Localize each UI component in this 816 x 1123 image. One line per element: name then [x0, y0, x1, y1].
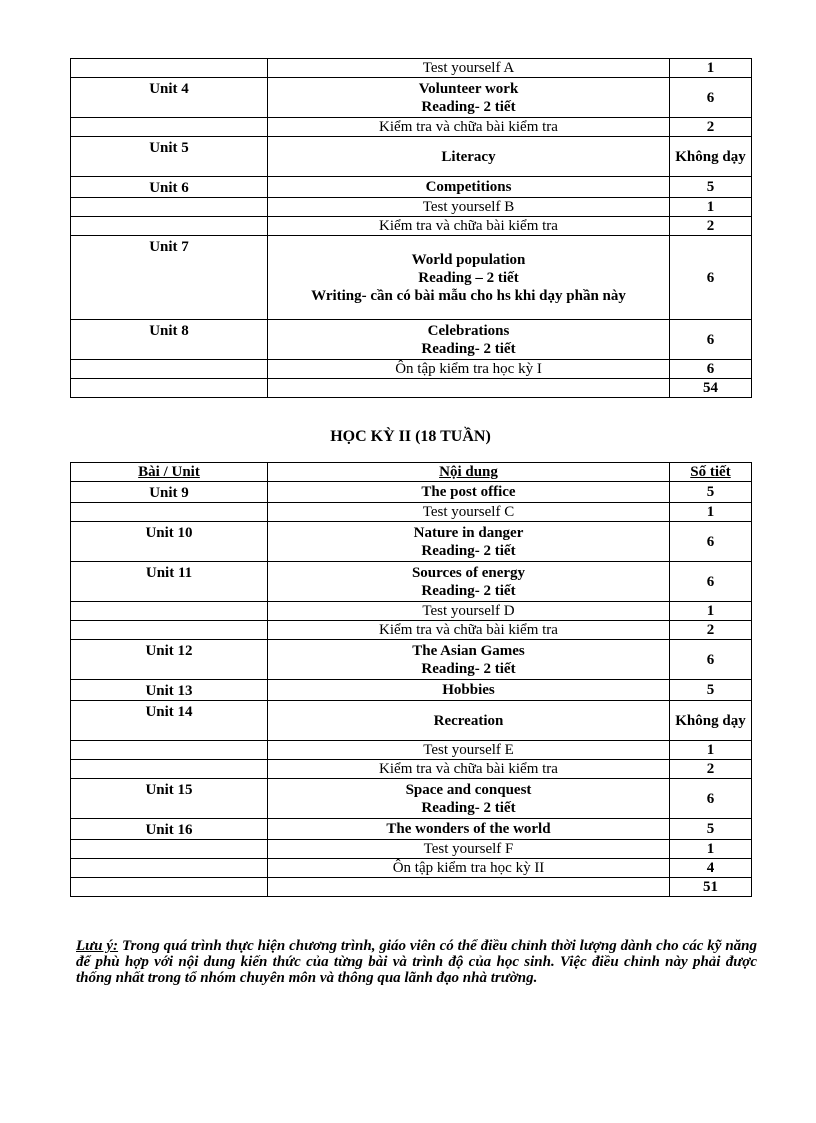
- unit-cell: [71, 379, 268, 398]
- content-line: The post office: [421, 484, 516, 500]
- content-cell: [268, 878, 670, 897]
- content-cell: [268, 859, 670, 878]
- content-cell: [268, 562, 670, 602]
- unit-cell: [71, 741, 268, 760]
- content-cell: [268, 482, 670, 503]
- content-line: Reading- 2 tiết: [421, 542, 516, 559]
- table-row: [71, 741, 752, 760]
- table-row: [71, 621, 752, 640]
- periods-cell: 6: [670, 360, 752, 379]
- content-cell: [268, 680, 670, 701]
- semester-2-heading: HỌC KỲ II (18 TUẦN): [330, 428, 491, 445]
- content-cell: [268, 137, 670, 177]
- content-line: Celebrations: [427, 322, 510, 339]
- unit-cell: [71, 840, 268, 859]
- content-cell: [268, 360, 670, 379]
- periods-cell: 54: [670, 379, 752, 398]
- content-line: The wonders of the world: [386, 821, 551, 837]
- table-row: [71, 562, 752, 602]
- unit-cell: Unit 4: [71, 78, 268, 118]
- periods-cell: 1: [670, 503, 752, 522]
- content-line: Recreation: [433, 712, 504, 729]
- periods-cell: 6: [670, 522, 752, 562]
- unit-cell: Unit 13: [71, 680, 268, 701]
- semester-1-table: [70, 58, 752, 398]
- periods-cell: 6: [670, 640, 752, 680]
- unit-cell: Unit 10: [71, 522, 268, 562]
- periods-cell: 2: [670, 760, 752, 779]
- unit-cell: Unit 9: [71, 482, 268, 503]
- content-line: Writing- cần có bài mẫu cho hs khi dạy phần này: [311, 287, 626, 304]
- table-row: [71, 78, 752, 118]
- table-row: [71, 760, 752, 779]
- periods-cell: 6: [670, 779, 752, 819]
- periods-cell: 2: [670, 118, 752, 137]
- note-label: Lưu ý:: [76, 938, 119, 954]
- content-line: Reading- 2 tiết: [421, 582, 516, 599]
- header-periods: Số tiết: [670, 463, 752, 482]
- semester-2-table: [70, 462, 752, 897]
- content-line: Ôn tập kiểm tra học kỳ I: [395, 361, 542, 377]
- content-cell: [268, 177, 670, 198]
- content-line: Space and conquest: [405, 781, 532, 798]
- table-row: [71, 840, 752, 859]
- unit-cell: Unit 14: [71, 701, 268, 741]
- content-line: Test yourself D: [422, 603, 515, 619]
- unit-cell: [71, 602, 268, 621]
- unit-cell: Unit 16: [71, 819, 268, 840]
- unit-cell: [71, 360, 268, 379]
- table-row: [71, 118, 752, 137]
- table-row: [71, 859, 752, 878]
- unit-cell: Unit 11: [71, 562, 268, 602]
- unit-cell: [71, 878, 268, 897]
- content-line: Test yourself C: [422, 504, 515, 520]
- table-row: [71, 701, 752, 741]
- periods-cell: 1: [670, 840, 752, 859]
- content-cell: [268, 236, 670, 320]
- periods-cell: Không dạy: [670, 701, 752, 741]
- table-row: [71, 503, 752, 522]
- periods-cell: 51: [670, 878, 752, 897]
- table-row: [71, 640, 752, 680]
- table-row: [71, 482, 752, 503]
- unit-cell: [71, 859, 268, 878]
- unit-cell: [71, 59, 268, 78]
- content-cell: [268, 621, 670, 640]
- content-line: Test yourself F: [423, 841, 514, 857]
- table-row: [71, 59, 752, 78]
- content-line: Kiểm tra và chữa bài kiểm tra: [379, 761, 558, 777]
- content-line: The Asian Games: [412, 642, 525, 659]
- content-line: Kiểm tra và chữa bài kiểm tra: [379, 218, 558, 234]
- table-row: [71, 522, 752, 562]
- content-cell: [268, 602, 670, 621]
- table-row: [71, 198, 752, 217]
- note-paragraph: [76, 938, 757, 986]
- periods-cell: 5: [670, 819, 752, 840]
- content-cell: [268, 379, 670, 398]
- table-row: [71, 878, 752, 897]
- periods-cell: 6: [670, 320, 752, 360]
- periods-cell: 5: [670, 482, 752, 503]
- content-line: Reading- 2 tiết: [421, 660, 516, 677]
- content-cell: [268, 503, 670, 522]
- periods-cell: 5: [670, 680, 752, 701]
- periods-cell: 1: [670, 602, 752, 621]
- note-text: Trong quá trình thực hiện chương trình, giáo viên có thể điều chỉnh thời lượng dành cho các kỹ năng để phù hợp với nội dung kiến thức của từng bài và trình độ của học sinh. Việc điều chỉnh này phải được thống nhất trong tổ nhóm chuyên môn và thông qua lãnh đạo nhà trường.: [76, 938, 758, 986]
- unit-cell: Unit 15: [71, 779, 268, 819]
- content-line: Test yourself B: [422, 199, 515, 215]
- table-row: [71, 236, 752, 320]
- periods-cell: 5: [670, 177, 752, 198]
- table-row: [71, 379, 752, 398]
- table-row: [71, 680, 752, 701]
- unit-cell: Unit 6: [71, 177, 268, 198]
- content-cell: [268, 640, 670, 680]
- table-row: [71, 137, 752, 177]
- unit-cell: Unit 12: [71, 640, 268, 680]
- content-line: Test yourself A: [422, 60, 515, 76]
- content-cell: [268, 840, 670, 859]
- table-header-row: [71, 463, 752, 482]
- content-line: Nature in danger: [413, 524, 524, 541]
- content-line: Sources of energy: [411, 564, 526, 581]
- table-row: [71, 360, 752, 379]
- content-cell: [268, 320, 670, 360]
- semester-2-table-body: [71, 463, 752, 897]
- header-unit: Bài / Unit: [71, 463, 268, 482]
- content-line: Volunteer work: [418, 80, 519, 97]
- content-cell: [268, 118, 670, 137]
- table-row: [71, 779, 752, 819]
- periods-cell: 2: [670, 621, 752, 640]
- header-content: Nội dung: [268, 463, 670, 482]
- table-row: [71, 177, 752, 198]
- content-line: Reading – 2 tiết: [418, 269, 519, 286]
- content-line: World population: [411, 251, 526, 268]
- content-line: Ôn tập kiểm tra học kỳ II: [392, 860, 545, 876]
- periods-cell: Không dạy: [670, 137, 752, 177]
- content-line: Reading- 2 tiết: [421, 98, 516, 115]
- content-cell: [268, 522, 670, 562]
- content-line: Reading- 2 tiết: [421, 340, 516, 357]
- periods-cell: 2: [670, 217, 752, 236]
- content-cell: [268, 779, 670, 819]
- unit-cell: [71, 503, 268, 522]
- periods-cell: 6: [670, 78, 752, 118]
- unit-cell: [71, 621, 268, 640]
- periods-cell: 6: [670, 236, 752, 320]
- content-cell: [268, 59, 670, 78]
- content-line: Test yourself E: [423, 742, 514, 758]
- unit-cell: [71, 217, 268, 236]
- table-row: [71, 217, 752, 236]
- content-line: Kiểm tra và chữa bài kiểm tra: [379, 119, 558, 135]
- content-line: Literacy: [441, 148, 496, 165]
- unit-cell: Unit 5: [71, 137, 268, 177]
- unit-cell: Unit 8: [71, 320, 268, 360]
- unit-cell: [71, 760, 268, 779]
- content-line: Reading- 2 tiết: [421, 799, 516, 816]
- content-line: Kiểm tra và chữa bài kiểm tra: [379, 622, 558, 638]
- semester-1-table-body: [71, 59, 752, 398]
- table-row: [71, 602, 752, 621]
- content-cell: [268, 760, 670, 779]
- content-cell: [268, 741, 670, 760]
- content-cell: [268, 78, 670, 118]
- content-cell: [268, 217, 670, 236]
- content-line: Hobbies: [442, 682, 495, 698]
- content-cell: [268, 819, 670, 840]
- unit-cell: [71, 118, 268, 137]
- table-row: [71, 320, 752, 360]
- content-cell: [268, 701, 670, 741]
- content-cell: [268, 198, 670, 217]
- content-line: Competitions: [425, 179, 512, 195]
- periods-cell: 1: [670, 59, 752, 78]
- periods-cell: 1: [670, 741, 752, 760]
- unit-cell: [71, 198, 268, 217]
- unit-cell: Unit 7: [71, 236, 268, 320]
- periods-cell: 4: [670, 859, 752, 878]
- periods-cell: 6: [670, 562, 752, 602]
- table-row: [71, 819, 752, 840]
- periods-cell: 1: [670, 198, 752, 217]
